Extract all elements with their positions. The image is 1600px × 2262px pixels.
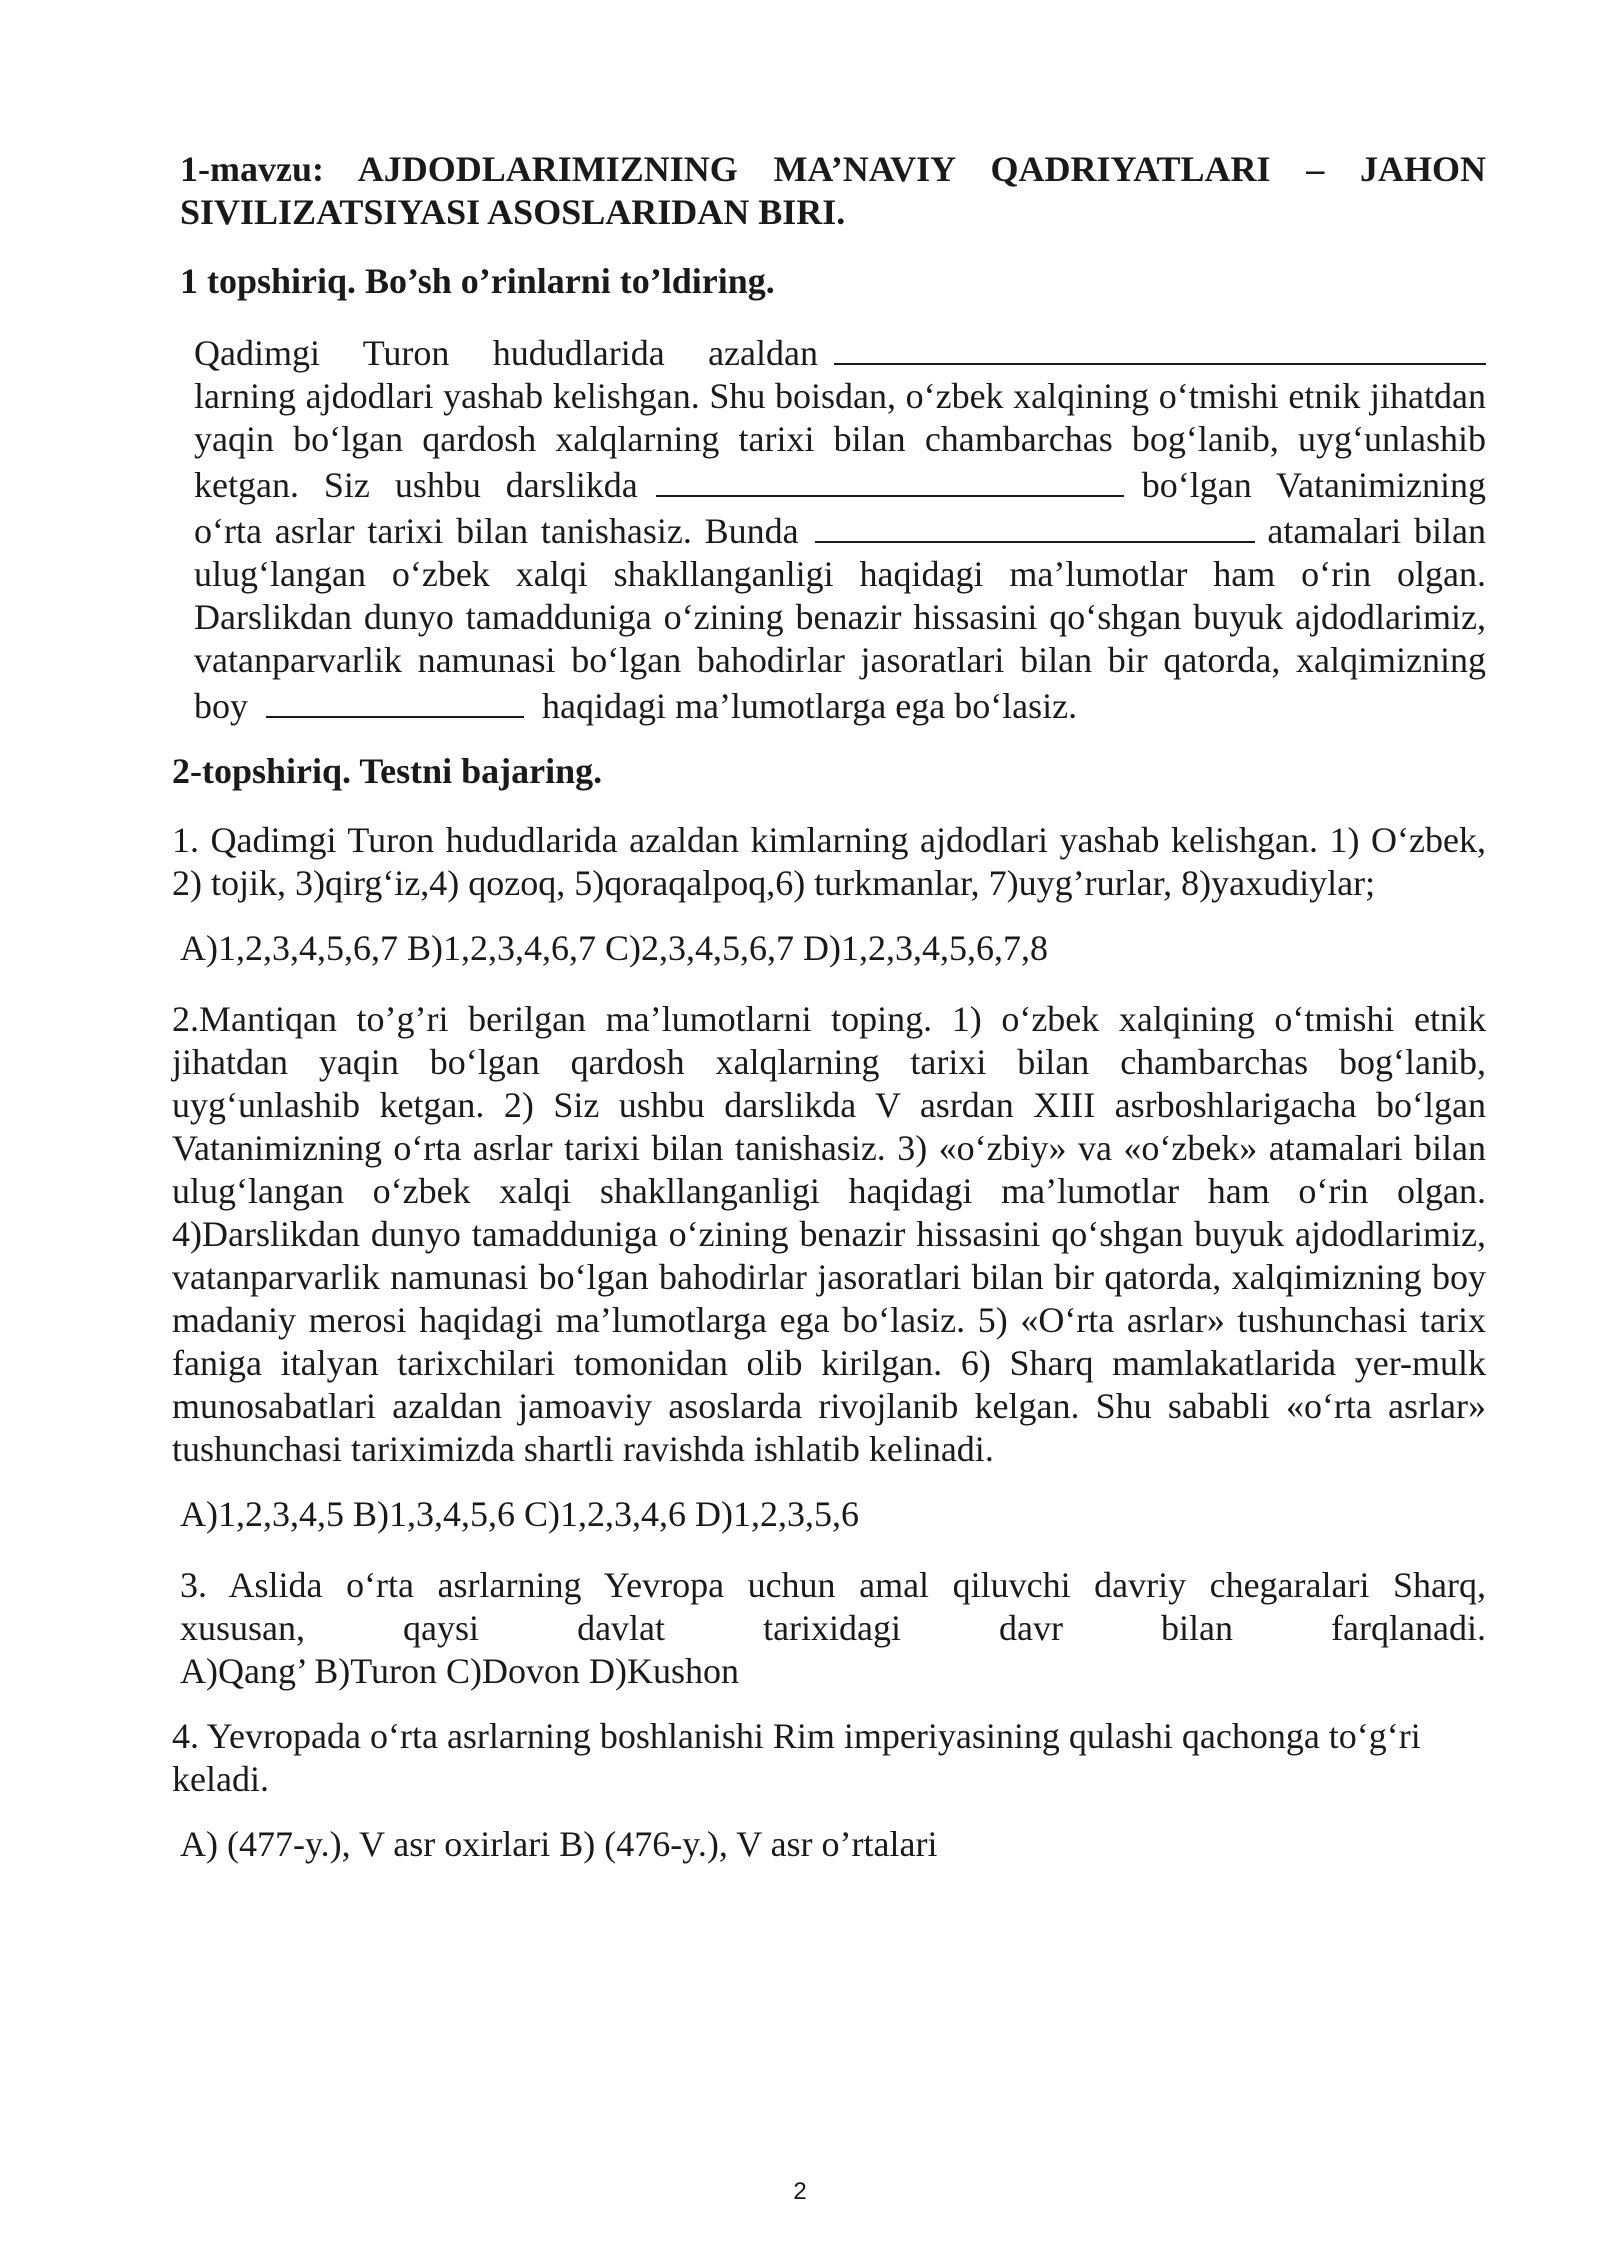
question-3-line-2 xyxy=(180,1607,1486,1650)
task1-text-1: Qadimgi Turon hududlarida azaldan xyxy=(194,333,818,373)
task1-text-3: bo‘lgan Vatanimizning o‘rta asrlar tarixi bilan tanishasiz. Bunda xyxy=(194,465,1486,551)
question-3-word: davlat xyxy=(577,1608,666,1648)
task1-text-2: larning ajdodlari yashab kelishgan. Shu boisdan, o‘zbek xalqining o‘tmishi etnik jihatdan yaqin bo‘lgan qardosh xalqlarning tarixi bilan chambarchas bog‘lanib, uyg‘unlashib ketgan. Siz ushbu darslikda xyxy=(194,376,1486,505)
question-1-options: A)1,2,3,4,5,6,7 B)1,2,3,4,6,7 C)2,3,4,5,6,7 D)1,2,3,4,5,6,7,8 xyxy=(180,928,1048,968)
blank-field-4[interactable] xyxy=(266,682,524,718)
question-3-word: davr xyxy=(999,1608,1064,1648)
task1-heading: 1 topshiriq. Bo’sh o’rinlarni to’ldiring. xyxy=(180,261,775,301)
question-3-text: 3. Aslida o‘rta asrlarning Yevropa uchun amal qiluvchi davriy chegaralari Sharq, xyxy=(180,1565,1486,1605)
question-2: 2.Mantiqan to’g’ri berilgan ma’lumotlarni toping. 1) o‘zbek xalqining o‘tmishi etnik jihatdan yaqin bo‘lgan qardosh xalqlarning tarixi bilan chambarchas bog‘lanib, uyg‘unlashib ketgan. 2) Siz ushbu darslikda V asrdan XIII asrboshlarigacha bo‘lgan Vatanimizning o‘rta asrlar tarixi bilan tanishasiz. 3) «o‘zbiy» va «o‘zbek» atamalari bilan ulug‘langan o‘zbek xalqi shakllanganligi haqidagi ma’lumotlar ham o‘rin olgan. 4)Darslikdan dunyo tamadduniga o‘zining benazir hissasini qo‘shgan buyuk ajdodlarimiz, vatanparvarlik namunasi bo‘lgan bahodirlar jasoratlari bilan bir qatorda, xalqimizning boy madaniy merosi haqidagi ma’lumotlarga ega bo‘lasiz. 5) «O‘rta asrlar» tushunchasi tarix faniga italyan tarixchilari tomonidan olib kirilgan. 6) Sharq mamlakatlarida yer-mulk munosabatlari azaldan jamoaviy asoslarda rivojlanib kelgan. Shu sababli «o‘rta asrlar» tushunchasi tariximizda shartli ravishda ishlatib kelinadi. xyxy=(172,999,1486,1469)
blank-field-1[interactable] xyxy=(834,329,1486,365)
question-4-options: A) (477-y.), V asr oxirlari B) (476-y.), V asr o’rtalari xyxy=(180,1824,938,1864)
topic-title: 1-mavzu: AJDODLARIMIZNING MA’NAVIY QADRIYATLARI – JAHON SIVILIZATSIYASI ASOSLARIDAN BIRI. xyxy=(180,149,1486,232)
task1-paragraph xyxy=(172,329,1486,728)
question-3-word: xususan, xyxy=(180,1608,305,1648)
task1-text-5: haqidagi ma’lumotlarga ega bo‘lasiz. xyxy=(542,686,1078,726)
question-1: 1. Qadimgi Turon hududlarida azaldan kimlarning ajdodlari yashab kelishgan. 1) O‘zbek, 2) tojik, 3)qirg‘iz,4) qozoq, 5)qoraqalpoq,6) turkmanlar, 7)uyg’rurlar, 8)yaxudiylar; xyxy=(172,820,1486,903)
question-3-word: tarixidagi xyxy=(763,1608,902,1648)
question-3 xyxy=(172,1564,1486,1693)
question-2-options: A)1,2,3,4,5 B)1,3,4,5,6 C)1,2,3,4,6 D)1,2,3,5,6 xyxy=(180,1494,859,1534)
blank-field-2[interactable] xyxy=(656,461,1124,497)
blank-field-3[interactable] xyxy=(815,507,1255,543)
page-number: 2 xyxy=(793,2178,807,2205)
document-page xyxy=(172,148,1486,1894)
task2-heading: 2-topshiriq. Testni bajaring. xyxy=(172,751,603,791)
question-3-options: A)Qang’ B)Turon C)Dovon D)Kushon xyxy=(180,1651,739,1691)
question-3-word: qaysi xyxy=(403,1608,480,1648)
task1-text-4: atamalari bilan ulug‘langan o‘zbek xalqi shakllanganligi haqidagi ma’lumotlar ham o‘rin olgan. Darslikdan dunyo tamadduniga o‘zining benazir hissasini qo‘shgan buyuk ajdodlarimiz, vatanparvarlik namunasi bo‘lgan bahodirlar jasoratlari bilan bir qatorda, xalqimizning boy xyxy=(194,511,1487,726)
question-3-word: farqlanadi. xyxy=(1331,1608,1486,1648)
question-4: 4. Yevropada o‘rta asrlarning boshlanishi Rim imperiyasining qulashi qachonga to‘g‘ri keladi. xyxy=(172,1716,1421,1799)
question-3-word: bilan xyxy=(1161,1608,1234,1648)
question-3-line-1 xyxy=(180,1564,1486,1607)
